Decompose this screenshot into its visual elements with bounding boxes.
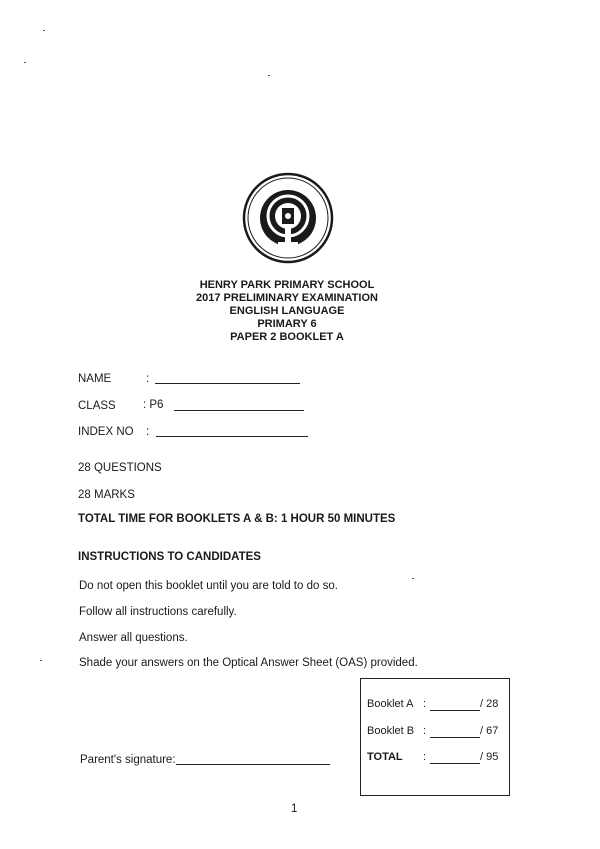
- name-colon: :: [146, 373, 150, 385]
- level-title: PRIMARY 6: [257, 318, 317, 330]
- booklet-a-colon: :: [423, 698, 427, 710]
- booklet-a-score-field[interactable]: [430, 710, 480, 711]
- index-label: INDEX NO: [78, 426, 134, 438]
- school-crest-icon: [242, 172, 334, 264]
- total-score-field[interactable]: [430, 763, 480, 764]
- index-no-field[interactable]: [156, 436, 308, 437]
- total-time: TOTAL TIME FOR BOOKLETS A & B: 1 HOUR 50 MINUTES: [78, 513, 396, 525]
- page-number: 1: [291, 803, 298, 815]
- instruction-item: Answer all questions.: [79, 632, 188, 644]
- total-colon: :: [423, 751, 427, 763]
- total-label: TOTAL: [367, 751, 403, 763]
- scan-speck: [24, 62, 26, 63]
- instruction-item: Follow all instructions carefully.: [79, 606, 237, 618]
- class-field[interactable]: [174, 410, 304, 411]
- scan-speck: [43, 30, 45, 31]
- questions-count: 28 QUESTIONS: [78, 462, 162, 474]
- instructions-heading: INSTRUCTIONS TO CANDIDATES: [78, 551, 261, 563]
- class-prefix: : P6: [143, 399, 164, 411]
- subject-title: ENGLISH LANGUAGE: [229, 305, 345, 317]
- name-field[interactable]: [155, 383, 300, 384]
- booklet-a-total: / 28: [480, 698, 499, 710]
- name-label: NAME: [78, 373, 112, 385]
- booklet-b-total: / 67: [480, 725, 499, 737]
- signature-field[interactable]: [176, 764, 330, 765]
- scan-speck: [412, 578, 414, 579]
- marks-count: 28 MARKS: [78, 489, 135, 501]
- signature-label: Parent's signature:: [80, 754, 176, 766]
- paper-title: PAPER 2 BOOKLET A: [230, 331, 344, 343]
- exam-title: 2017 PRELIMINARY EXAMINATION: [196, 292, 378, 304]
- booklet-b-colon: :: [423, 725, 427, 737]
- scan-speck: [268, 75, 270, 76]
- class-label: CLASS: [78, 400, 116, 412]
- instruction-item: Shade your answers on the Optical Answer Sheet (OAS) provided.: [79, 657, 418, 669]
- scan-speck: [40, 660, 42, 661]
- school-name: HENRY PARK PRIMARY SCHOOL: [199, 279, 375, 291]
- instruction-item: Do not open this booklet until you are told to do so.: [79, 580, 338, 592]
- score-box: [360, 678, 510, 796]
- booklet-b-label: Booklet B: [367, 725, 415, 737]
- index-colon: :: [146, 426, 150, 438]
- total-total: / 95: [480, 751, 499, 763]
- booklet-a-label: Booklet A: [367, 698, 414, 710]
- booklet-b-score-field[interactable]: [430, 737, 480, 738]
